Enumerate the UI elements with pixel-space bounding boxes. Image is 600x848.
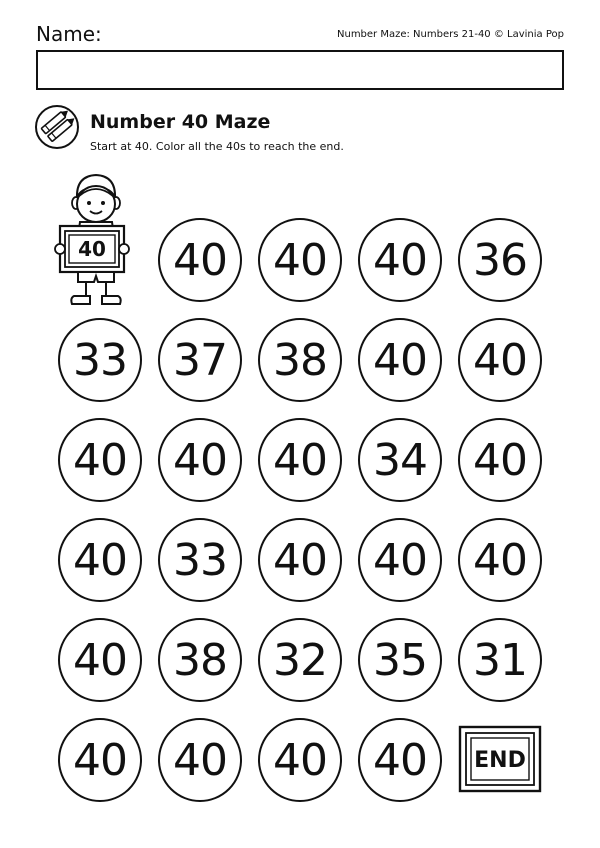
maze-circle[interactable]: 40 bbox=[358, 718, 442, 802]
maze-circle[interactable]: 31 bbox=[458, 618, 542, 702]
maze-circle[interactable]: 40 bbox=[258, 518, 342, 602]
maze-circle[interactable]: 40 bbox=[158, 718, 242, 802]
maze-circle[interactable]: 34 bbox=[358, 418, 442, 502]
name-label: Name: bbox=[36, 22, 102, 46]
worksheet-credit: Number Maze: Numbers 21-40 © Lavinia Pop bbox=[337, 29, 564, 40]
maze-circle[interactable]: 38 bbox=[258, 318, 342, 402]
maze-circle[interactable]: 36 bbox=[458, 218, 542, 302]
sign-number: 40 bbox=[78, 237, 106, 261]
maze-circle[interactable]: 38 bbox=[158, 618, 242, 702]
maze-circle[interactable]: 35 bbox=[358, 618, 442, 702]
maze-circle[interactable]: 40 bbox=[358, 318, 442, 402]
maze-circle[interactable]: 40 bbox=[58, 718, 142, 802]
end-label: END bbox=[474, 748, 526, 773]
maze-circle[interactable]: 33 bbox=[58, 318, 142, 402]
name-field[interactable] bbox=[36, 50, 564, 90]
instructions: Start at 40. Color all the 40s to reach the end. bbox=[90, 140, 344, 153]
crayon-icon bbox=[34, 104, 80, 150]
maze-circle[interactable]: 40 bbox=[158, 218, 242, 302]
maze-circle[interactable]: 37 bbox=[158, 318, 242, 402]
kid-holding-sign-illustration bbox=[52, 170, 140, 310]
end-sign-icon[interactable] bbox=[458, 725, 542, 793]
maze-circle[interactable]: 40 bbox=[258, 218, 342, 302]
maze-circle[interactable]: 40 bbox=[358, 218, 442, 302]
maze-circle[interactable]: 40 bbox=[258, 418, 342, 502]
maze-circle[interactable]: 40 bbox=[58, 418, 142, 502]
maze-circle[interactable]: 40 bbox=[58, 518, 142, 602]
maze-circle[interactable]: 33 bbox=[158, 518, 242, 602]
page-title: Number 40 Maze bbox=[90, 111, 271, 133]
maze-circle[interactable]: 40 bbox=[158, 418, 242, 502]
maze-circle[interactable]: 40 bbox=[458, 418, 542, 502]
maze-circle[interactable]: 40 bbox=[258, 718, 342, 802]
maze-circle[interactable]: 40 bbox=[458, 318, 542, 402]
maze-circle[interactable]: 40 bbox=[458, 518, 542, 602]
maze-circle[interactable]: 32 bbox=[258, 618, 342, 702]
maze-circle[interactable]: 40 bbox=[358, 518, 442, 602]
maze-circle[interactable]: 40 bbox=[58, 618, 142, 702]
